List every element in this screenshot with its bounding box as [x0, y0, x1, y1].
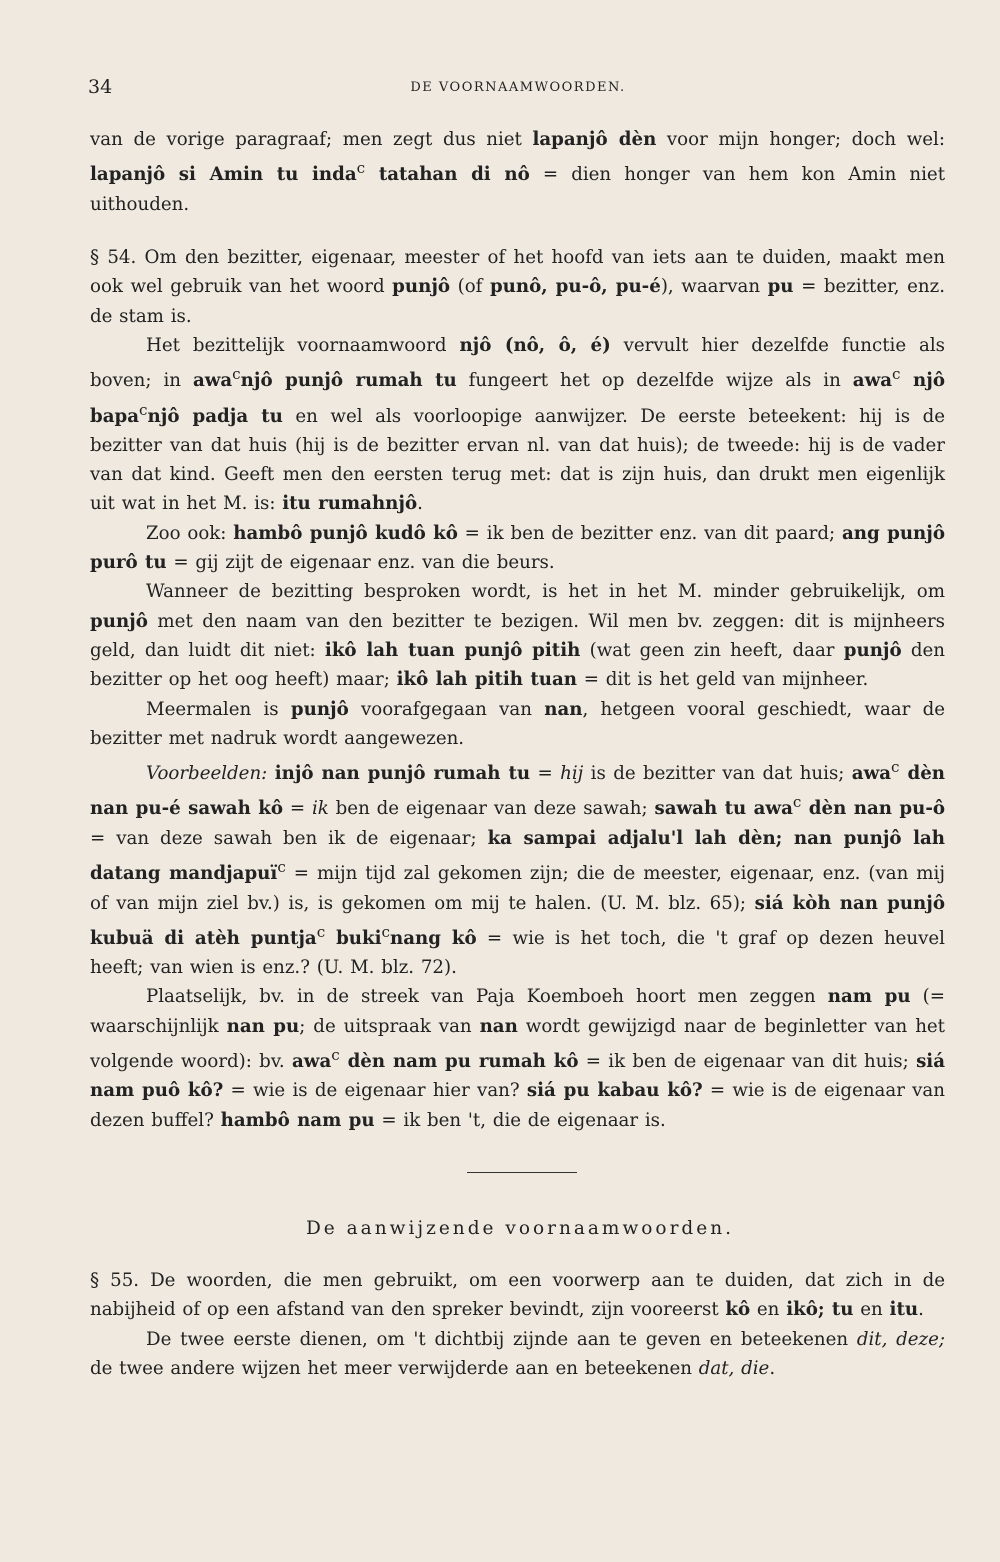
malay-term: lapanjô dèn: [532, 129, 657, 150]
text: , hetgeen vooral geschiedt, waar de bezitter met nadruk wordt aangewezen.: [90, 698, 945, 749]
superscript-mark: c: [331, 1046, 340, 1065]
paragraph-possessive: [90, 331, 945, 519]
superscript-mark: c: [316, 922, 326, 941]
section-body: [90, 1266, 945, 1383]
text: = wie is de eigenaar hier van?: [223, 1080, 527, 1102]
text: = bezitter, enz. de stam is.: [90, 276, 945, 327]
running-title: DE VOORNAAMWOORDEN.: [410, 80, 626, 95]
text: fungeert het op dezelfde wijze als in: [456, 370, 853, 392]
text: vervult hier dezelfde functie als boven; in: [90, 334, 945, 392]
superscript-mark: c: [892, 365, 901, 384]
malay-term: siá nam puô kô?: [90, 1051, 945, 1102]
text: Plaatselijk, bv. in de streek van Paja Koemboeh hoort men zeggen: [146, 986, 828, 1008]
malay-term: awa: [851, 763, 892, 785]
paragraph-section-54: [90, 243, 945, 331]
malay-term: njô bapa: [90, 370, 945, 427]
text: de twee andere wijzen het meer verwijderde aan en beteekenen: [90, 1357, 699, 1379]
malay-term: ang punjô purô tu: [90, 522, 945, 574]
malay-term: buki: [325, 927, 382, 949]
malay-term: punjô: [90, 610, 148, 632]
paragraph-section-55: [90, 1266, 945, 1325]
text: = ik ben de bezitter enz. van dit paard;: [457, 522, 842, 544]
superscript-mark: c: [356, 159, 366, 178]
superscript-mark: c: [381, 922, 391, 941]
section-heading: De aanwijzende voornaamwoorden.: [305, 1218, 735, 1239]
malay-term: hambô punjô kudô kô: [233, 522, 458, 544]
paragraph-meermalen: [90, 695, 945, 754]
text: (wat geen zin heeft, daar: [580, 639, 844, 661]
text: =: [282, 798, 312, 820]
text: en: [853, 1299, 890, 1321]
superscript-mark: c: [277, 858, 286, 877]
malay-term: itu: [889, 1299, 919, 1321]
text: § 54. Om den bezitter, eigenaar, meester of het hoofd van iets aan te duiden, maakt men ook wel gebruik van het woord: [90, 246, 945, 298]
paragraph-bezitting: [90, 577, 945, 694]
text: en wel als voorloopige aanwijzer. De eerste beteekent: hij is de bezitter van dat huis (hij is de bezitter ervan nl. van dat huis); de tweede: hij is de vader van dat kind. Geeft men den eersten terug met: dat is zijn huis, dan drukt men eigenlijk uit wat in het M. is:: [90, 405, 945, 515]
text: voorafgegaan van: [348, 698, 545, 720]
text: (= waarschijnlijk: [90, 986, 946, 1037]
malay-term: nang kô: [390, 927, 477, 949]
paragraph-plaatselijk: [90, 982, 945, 1135]
superscript-mark: c: [792, 793, 802, 812]
malay-term: dèn nam pu rumah kô: [339, 1051, 579, 1073]
malay-term: tatahan di nô: [365, 164, 530, 186]
italic-gloss: hij: [560, 763, 584, 785]
superscript-mark: c: [232, 365, 241, 384]
malay-term: punô, pu-ô, pu-é: [489, 276, 661, 298]
text: (of: [450, 276, 490, 298]
text: § 55. De woorden, die men gebruikt, om een voorwerp aan te duiden, dat zich in de nabijheid of op een afstand van den spreker bevindt, zijn vooreerst: [90, 1270, 945, 1321]
text: Wanneer de bezitting besproken wordt, is het in het M. minder gebruikelijk, om: [146, 581, 945, 603]
malay-term: dèn nan pu-ô: [801, 798, 945, 820]
text: met den naam van den bezitter te bezigen. Wil men bv. zeggen: dit is mijnheers geld, dan luidt dit niet:: [90, 610, 945, 661]
text: wordt gewijzigd naar de beginletter van het volgende woord): bv.: [90, 1015, 945, 1073]
malay-term: njô padja tu: [147, 405, 283, 427]
text: = dien honger van hem kon Amin niet uithouden.: [90, 164, 945, 215]
superscript-mark: c: [891, 758, 900, 777]
text: = wie is het toch, die 't graf op dezen heuvel heeft; van wien is enz.? (U. M. blz. 72).: [90, 927, 945, 979]
text: = gij zijt de eigenaar enz. van die beurs.: [166, 552, 555, 574]
section-divider: [467, 1172, 577, 1173]
paragraph-zoo-ook: [90, 519, 945, 578]
text: ben de eigenaar van deze sawah;: [328, 798, 655, 820]
text: = wie is de eigenaar van dezen buffel?: [90, 1080, 945, 1131]
text: = mijn tijd zal gekomen zijn; die de meester, eigenaar, enz. (van mij of van mijn ziel bv.) is, is gekomen om mij te halen. (U. M. blz. 65);: [90, 863, 945, 914]
text: is de bezitter van dat huis;: [583, 763, 852, 785]
text: Het bezittelijk voornaamwoord: [146, 334, 460, 356]
malay-term: siá kòh nan punjô kubuä di atèh puntja: [90, 892, 945, 949]
superscript-mark: c: [139, 400, 148, 419]
paragraph-twee-eerste: [90, 1325, 945, 1384]
paragraph-voorbeelden: [90, 753, 945, 982]
text: = ik ben de eigenaar van dit huis;: [578, 1051, 917, 1073]
text: Meermalen is: [146, 698, 291, 720]
malay-term: lapanjô si Amin tu inda: [90, 164, 357, 186]
text: = ik ben 't, die de eigenaar is.: [374, 1109, 666, 1131]
text: voor mijn honger; doch wel:: [656, 129, 945, 150]
malay-term: njô (nô, ô, é): [459, 334, 611, 356]
text: Zoo ook:: [146, 522, 234, 544]
text: = van deze sawah ben ik de eigenaar;: [90, 827, 488, 849]
text: De twee eerste dienen, om 't dichtbij zijnde aan te geven en beteekenen: [146, 1328, 857, 1350]
malay-term: kô: [725, 1299, 751, 1321]
malay-term: nan pu: [226, 1015, 300, 1037]
text: den bezitter op het oog heeft) maar;: [90, 639, 945, 691]
text: .: [769, 1357, 776, 1379]
body-text: [90, 125, 945, 1135]
malay-term: pu: [767, 276, 794, 298]
paragraph-continuation: [90, 125, 945, 219]
page-number: 34: [88, 76, 113, 98]
text: ), waarvan: [660, 276, 768, 298]
malay-term: awa: [292, 1051, 332, 1073]
text: .: [918, 1299, 924, 1321]
malay-term: ikô; tu: [786, 1299, 854, 1321]
malay-term: nan: [479, 1015, 518, 1037]
malay-term: ka sampai adjalu'l lah dèn; nan punjô lah datang mandjapuï: [90, 827, 945, 885]
malay-term: sawah tu awa: [654, 798, 793, 820]
malay-term: punjô: [392, 276, 451, 298]
malay-term: injô nan punjô rumah tu: [274, 763, 531, 785]
text: en: [750, 1299, 787, 1321]
malay-term: ikô lah pitih tuan: [396, 669, 577, 691]
page-header: [88, 76, 948, 102]
text: van de vorige paragraaf; men zegt dus niet: [90, 129, 533, 150]
italic-gloss: dit, deze;: [856, 1328, 945, 1350]
malay-term: punjô: [843, 639, 902, 661]
text: = dit is het geld van mijnheer.: [576, 669, 869, 691]
text: =: [530, 763, 561, 785]
malay-term: awa: [852, 370, 893, 392]
malay-term: siá pu kabau kô?: [526, 1080, 703, 1102]
malay-term: hambô nam pu: [220, 1109, 375, 1131]
malay-term: dèn nan pu-é sawah kô: [90, 763, 945, 820]
italic-gloss: dat, die: [698, 1357, 770, 1379]
italic-gloss: ik: [311, 798, 329, 820]
malay-term: itu rumahnjô: [282, 493, 418, 515]
malay-term: punjô: [290, 698, 349, 720]
text: ; de uitspraak van: [299, 1015, 480, 1037]
malay-term: awa: [192, 370, 233, 392]
malay-term: nan: [544, 698, 583, 720]
text: [267, 763, 274, 784]
text: .: [417, 493, 423, 515]
malay-term: nam pu: [827, 986, 911, 1008]
examples-label: Voorbeelden:: [146, 763, 268, 785]
malay-term: ikô lah tuan punjô pitih: [324, 639, 581, 661]
malay-term: njô punjô rumah tu: [240, 370, 457, 392]
